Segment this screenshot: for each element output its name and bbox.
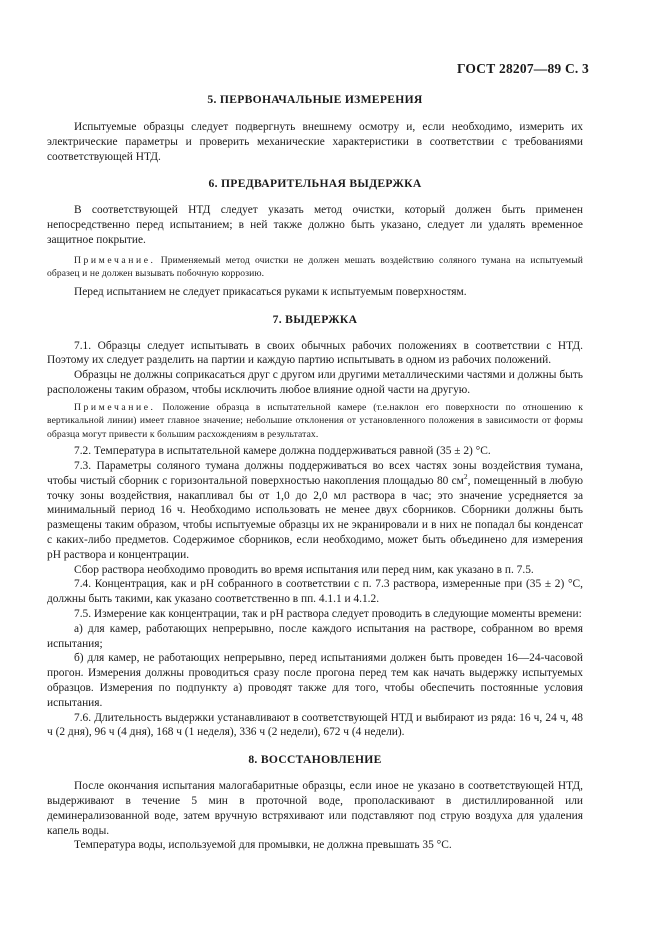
clause-7-3-text-a: 7.3. Параметры соляного тумана должны поддерживаться во всех частях зоны воздействия тумана, чтобы чистый сборник с горизонтальной поверхностью накопления площадью 80 см <box>47 460 583 487</box>
note-label: Примечание. <box>74 254 156 266</box>
clause-7-1-continued: Образцы не должны соприкасаться друг с другом или другими металлическими частями и должны быть расположены таким образом, чтобы исключить любое влияние одной части на другую. <box>47 369 583 396</box>
section-8-paragraph-1: После окончания испытания малогабаритные образцы, если иное не указано в соответствующей НТД, выдерживают в течение 5 мин в проточной воде, прополаскивают в дистиллированной или деминерализованной воде, затем вручную встряхивают или подставляют под струю воздуха для удаления капель воды. <box>47 780 583 837</box>
clause-7-3-superscript: 2 <box>463 472 468 482</box>
clause-7-3 <box>47 459 583 563</box>
note-text: Применяемый метод очистки не должен мешать воздействию соляного тумана на испытуемый образец и не должен вызывать побочную коррозию. <box>47 254 583 280</box>
section-5-title: 5. ПЕРВОНАЧАЛЬНЫЕ ИЗМЕРЕНИЯ <box>207 93 423 106</box>
clause-7-5-b: б) для камер, не работающих непрерывно, перед испытаниями должен быть проведен 16—24-часовой прогон. Измерения должны проводиться сразу после прогона перед тем как начать выдержку испытуемых образцов. Измерения по подпункту а) проводят также для того, чтобы обеспечить постоянные условия испытания. <box>47 652 583 709</box>
section-6-paragraph-2: Перед испытанием не следует прикасаться руками к испытуемым поверхностям. <box>74 285 467 298</box>
document-body <box>47 93 583 853</box>
section-7-title: 7. ВЫДЕРЖКА <box>272 312 358 326</box>
note-text: Положение образца в испытательной камере (т.е.наклон его поверхности по отношению к вертикальной линии) имеет главное значение; небольшие отклонения от установленного положения в зависимости от формы образца могут привести к большим расхождениям в результатах. <box>47 401 583 440</box>
clause-7-2: 7.2. Температура в испытательной камере должна поддерживаться равной (35 ± 2) °С. <box>74 445 491 458</box>
section-6-paragraph-1: В соответствующей НТД следует указать метод очистки, который должен быть применен непосредственно перед испытанием; в ней также должно быть указано, следует ли удалять временное защитное покрытие. <box>47 204 583 246</box>
clause-7-3-text-b: , помещенный в любую точку зоны воздействия, накапливал бы от 1,0 до 2,0 мл раствора в час; это значение усредняется за минимальный период 16 ч. Необходимо использовать не менее двух сборников. Сборники должны быть размещены таким образом, чтобы испытуемые образцы их не экранировали и в них не попадал бы конденсат с каких-либо предметов. Содержимое сборников, если необходимо, может быть объединено для измерения рН раствора и концентрации. <box>47 474 584 561</box>
section-8-paragraph-2: Температура воды, используемой для промывки, не должна превышать 35 °С. <box>74 839 452 852</box>
clause-7-1: 7.1. Образцы следует испытывать в своих обычных рабочих положениях в соответствии с НТД. Поэтому их следует разделить на партии и каждую партию испытывать в одном из рабочих положений. <box>47 339 583 367</box>
section-5-paragraph: Испытуемые образцы следует подвергнуть внешнему осмотру и, если необходимо, измерить их электрические параметры и проверить механические характеристики в соответствии с требованиями соответствующей НТД. <box>47 121 583 163</box>
section-6-title: 6. ПРЕДВАРИТЕЛЬНАЯ ВЫДЕРЖКА <box>208 177 422 191</box>
page-header: ГОСТ 28207—89 С. 3 <box>456 61 589 76</box>
clause-7-4: 7.4. Концентрация, как и рН собранного в соответствии с п. 7.3 раствора, измеренные при (35 ± 2) °С, должны быть такими, как указано соответственно в пп. 4.1.1 и 4.1.2. <box>47 578 583 606</box>
note-label: Примечание. <box>74 401 156 413</box>
section-6-note <box>47 254 583 281</box>
clause-7-6: 7.6. Длительность выдержки устанавливают в соответствующей НТД и выбирают из ряда: 16 ч, 24 ч, 48 ч (2 дня), 96 ч (4 дня), 168 ч (1 неделя), 336 ч (2 недели), 672 ч (4 недели). <box>47 711 583 739</box>
clause-7-5-a: а) для камер, работающих непрерывно, после каждого испытания на растворе, собранном во время испытания; <box>47 622 583 650</box>
clause-7-5: 7.5. Измерение как концентрации, так и рН раствора следует проводить в следующие моменты времени: <box>74 608 582 621</box>
clause-7-3-continued: Сбор раствора необходимо проводить во время испытания или перед ним, как указано в п. 7.5. <box>74 563 534 576</box>
section-8-title: 8. ВОССТАНОВЛЕНИЕ <box>248 753 382 767</box>
section-7-note <box>47 401 583 442</box>
